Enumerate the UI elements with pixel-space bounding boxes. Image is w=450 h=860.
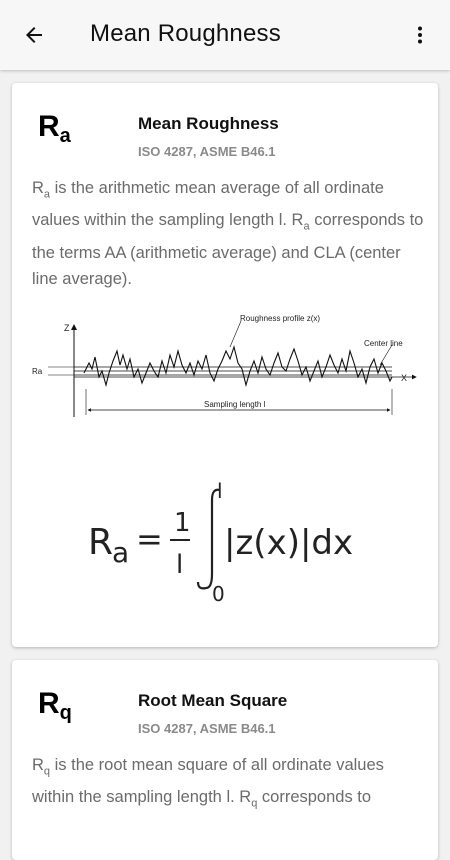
parameter-symbol: $R_a$ [38, 110, 71, 147]
svg-text:|z(x)|dx: |z(x)|dx [224, 523, 354, 563]
app-bar [0, 0, 450, 70]
roughness-profile-diagram [32, 311, 412, 423]
center-line-label: Center line [364, 339, 403, 348]
svg-text:R: R [88, 522, 114, 563]
svg-text:a: a [112, 536, 130, 569]
card-title: Mean Roughness [138, 114, 279, 133]
z-axis-label: Z [64, 323, 70, 333]
roughness-profile-line [84, 347, 392, 385]
card-standard: ISO 4287, ASME B46.1 [138, 144, 276, 159]
roughness-card-ra[interactable] [12, 83, 438, 647]
svg-text:=: = [136, 520, 163, 558]
card-title: Root Mean Square [138, 691, 288, 710]
roughness-profile-label: Roughness profile z(x) [240, 314, 321, 323]
card-description: $R_q$ is the root mean square of all ordinate values within the sampling length l. $R_q$ corresponds to [32, 756, 384, 810]
overflow-menu-button[interactable] [402, 15, 438, 55]
ra-formula [72, 478, 372, 606]
page-title: Mean Roughness [90, 20, 281, 47]
arrow-back-icon [22, 23, 46, 47]
x-axis-label: X [400, 373, 407, 383]
back-button[interactable] [14, 15, 54, 55]
sampling-length-label: Sampling length l [204, 400, 266, 409]
card-description: $R_a$ is the arithmetic mean average of all ordinate values within the sampling length l. $R_a$ corresponds to the terms AA (arithmetic average) and CLA (center line average). [32, 179, 424, 288]
svg-text:1: 1 [174, 508, 191, 538]
svg-text:l: l [217, 479, 223, 503]
svg-text:l: l [176, 550, 184, 580]
svg-text:0: 0 [212, 582, 225, 606]
roughness-card-rq[interactable] [12, 660, 438, 860]
parameter-symbol: $R_q$ [38, 687, 72, 724]
more-vert-icon [408, 23, 432, 47]
ra-label: Ra [32, 367, 43, 376]
card-standard: ISO 4287, ASME B46.1 [138, 721, 276, 736]
